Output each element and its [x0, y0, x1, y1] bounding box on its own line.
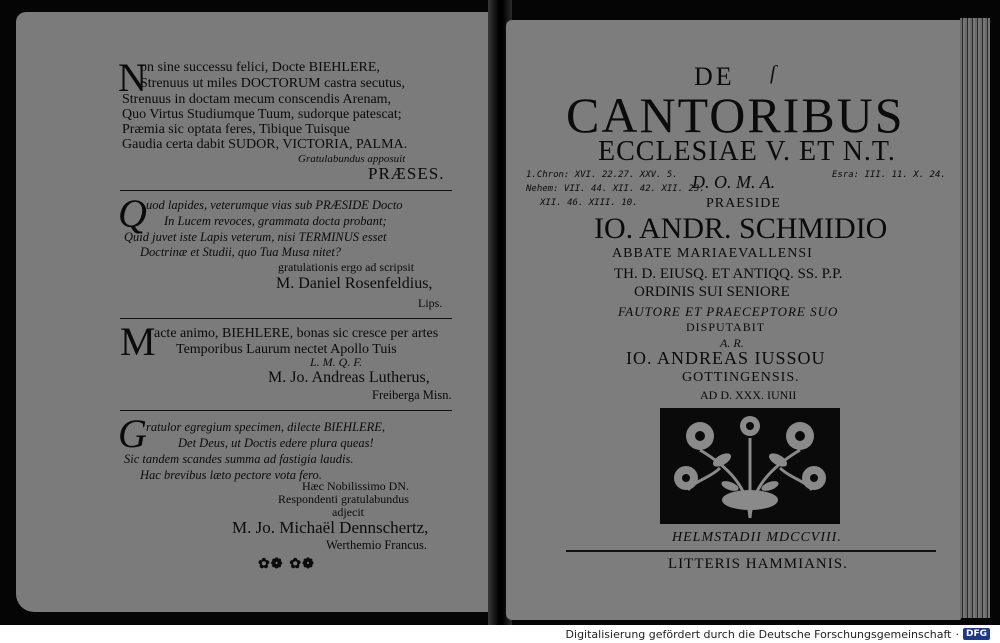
poem1-line-1: on sine successu felici, Docte BIEHLERE, — [140, 60, 380, 75]
abbate: ABBATE MARIAEVALLENSI — [612, 246, 813, 261]
poem3-line-1: acte animo, BIEHLERE, bonas sic cresce per artes — [154, 326, 439, 341]
handnote-3: XII. 46. XIII. 10. — [540, 198, 638, 208]
poem2-author: M. Daniel Rosenfeldius, — [276, 275, 433, 292]
poem4-byline-2: Respondenti gratulabundus — [278, 492, 409, 506]
respondent-name: IO. ANDREAS IUSSOU — [626, 348, 826, 368]
title-main: CANTORIBUS — [566, 87, 905, 143]
poem1-line-3: Strenuus in doctam mecum conscendis Arenam, — [122, 92, 392, 107]
title-de: DE — [694, 62, 735, 91]
footer-credit — [566, 626, 990, 642]
president-name: IO. ANDR. SCHMIDIO — [594, 212, 888, 245]
handnote-1: 1.Chron: XVI. 22.27. XXV. 5. — [526, 170, 678, 180]
poem1-line-4: Quo Virtus Studiumque Tuum, sudorque patescat; — [122, 107, 402, 122]
poem3-initials: L. M. Q. F. — [310, 355, 363, 369]
poem4-place: Werthemio Francus. — [326, 538, 428, 552]
poem2-line-2: In Lucem revoces, grammata docta probant; — [164, 214, 387, 228]
poem1-line-2: Strenuus ut miles DOCTORUM castra secutus, — [140, 76, 405, 91]
footer-text: Digitalisierung gefördert durch die Deutsche Forschungsgemeinschaft — [565, 627, 952, 641]
woodcut-flower-vignette — [660, 408, 840, 524]
dom-line: D. O. M. A. — [692, 172, 776, 192]
handwritten-mark: ſ — [770, 62, 776, 84]
poem3-place: Freiberga Misn. — [372, 388, 452, 402]
dropcap-g: G — [118, 411, 147, 456]
page-edges — [960, 18, 990, 618]
disputabit: DISPUTABIT — [686, 320, 766, 334]
printer: LITTERIS HAMMIANIS. — [668, 556, 848, 572]
poem1-signature: PRÆSES. — [368, 164, 445, 183]
poem4-line-4: Hac brevibus læto pectore vota fero. — [140, 468, 322, 482]
poem4-byline-1: Hæc Nobilissimo DN. — [302, 479, 410, 493]
degree: TH. D. EIUSQ. ET ANTIQQ. SS. P.P. — [614, 266, 843, 282]
poem3-line-2: Temporibus Laurum nectet Apollo Tuis — [176, 342, 397, 357]
divider-1 — [120, 190, 452, 191]
divider-3 — [120, 410, 452, 411]
handnote-right: Esra: III. 11. X. 24. — [832, 170, 946, 180]
title-sub: ECCLESIAE V. ET N.T. — [598, 136, 896, 167]
dfg-logo: DFG — [963, 628, 990, 640]
poem3-author: M. Jo. Andreas Lutherus, — [268, 369, 430, 386]
poem2-place: Lips. — [418, 296, 443, 310]
poem2-line-1: uod lapides, veterumque vias sub PRÆSIDE Docto — [146, 198, 403, 212]
date: AD D. XXX. IUNII — [700, 388, 797, 402]
praeside: PRAESIDE — [706, 196, 781, 211]
fautore: FAUTORE ET PRAECEPTORE SUO — [618, 304, 839, 319]
dropcap-n: N — [118, 55, 147, 100]
bottom-rule — [566, 550, 936, 552]
poem4-line-1: ratulor egregium specimen, dilecte BIEHLERE, — [146, 420, 386, 434]
poem4-line-3: Sic tandem scandes summa ad fastigia laudis. — [124, 452, 354, 466]
poem4-author: M. Jo. Michaël Dennschertz, — [232, 518, 429, 537]
poem2-line-4: Doctrinæ et Studii, quo Tua Musa nitet? — [140, 245, 342, 259]
poem2-line-3: Quid juvet iste Lapis veterum, nisi TERMINUS esset — [124, 230, 387, 244]
poem2-byline: gratulationis ergo ad scripsit — [278, 260, 415, 274]
poem1-line-6: Gaudia certa dabit SUDOR, VICTORIA, PALMA. — [122, 137, 408, 152]
poem4-byline-3: adjecit — [332, 505, 364, 519]
handnote-2: Nehem: VII. 44. XII. 42. XII. 23. — [526, 184, 705, 194]
dropcap-q: Q — [118, 191, 147, 236]
ornament: ✿❁ ✿❁ — [258, 556, 315, 572]
ordinis: ORDINIS SUI SENIORE — [634, 284, 790, 300]
origin: GOTTINGENSIS. — [682, 370, 800, 385]
ar: A. R. — [720, 336, 744, 350]
dropcap-m: M — [120, 319, 156, 364]
poem1-line-5: Præmia sic optata feres, Tibique Tuisque — [122, 122, 350, 137]
footer-separator: · — [955, 627, 959, 641]
poem1-byline: Gratulabundus apposuit — [298, 153, 406, 165]
poem4-line-2: Det Deus, ut Doctis edere plura queas! — [178, 436, 374, 450]
place-year: HELMSTADII MDCCVIII. — [672, 530, 842, 545]
divider-2 — [120, 318, 452, 319]
